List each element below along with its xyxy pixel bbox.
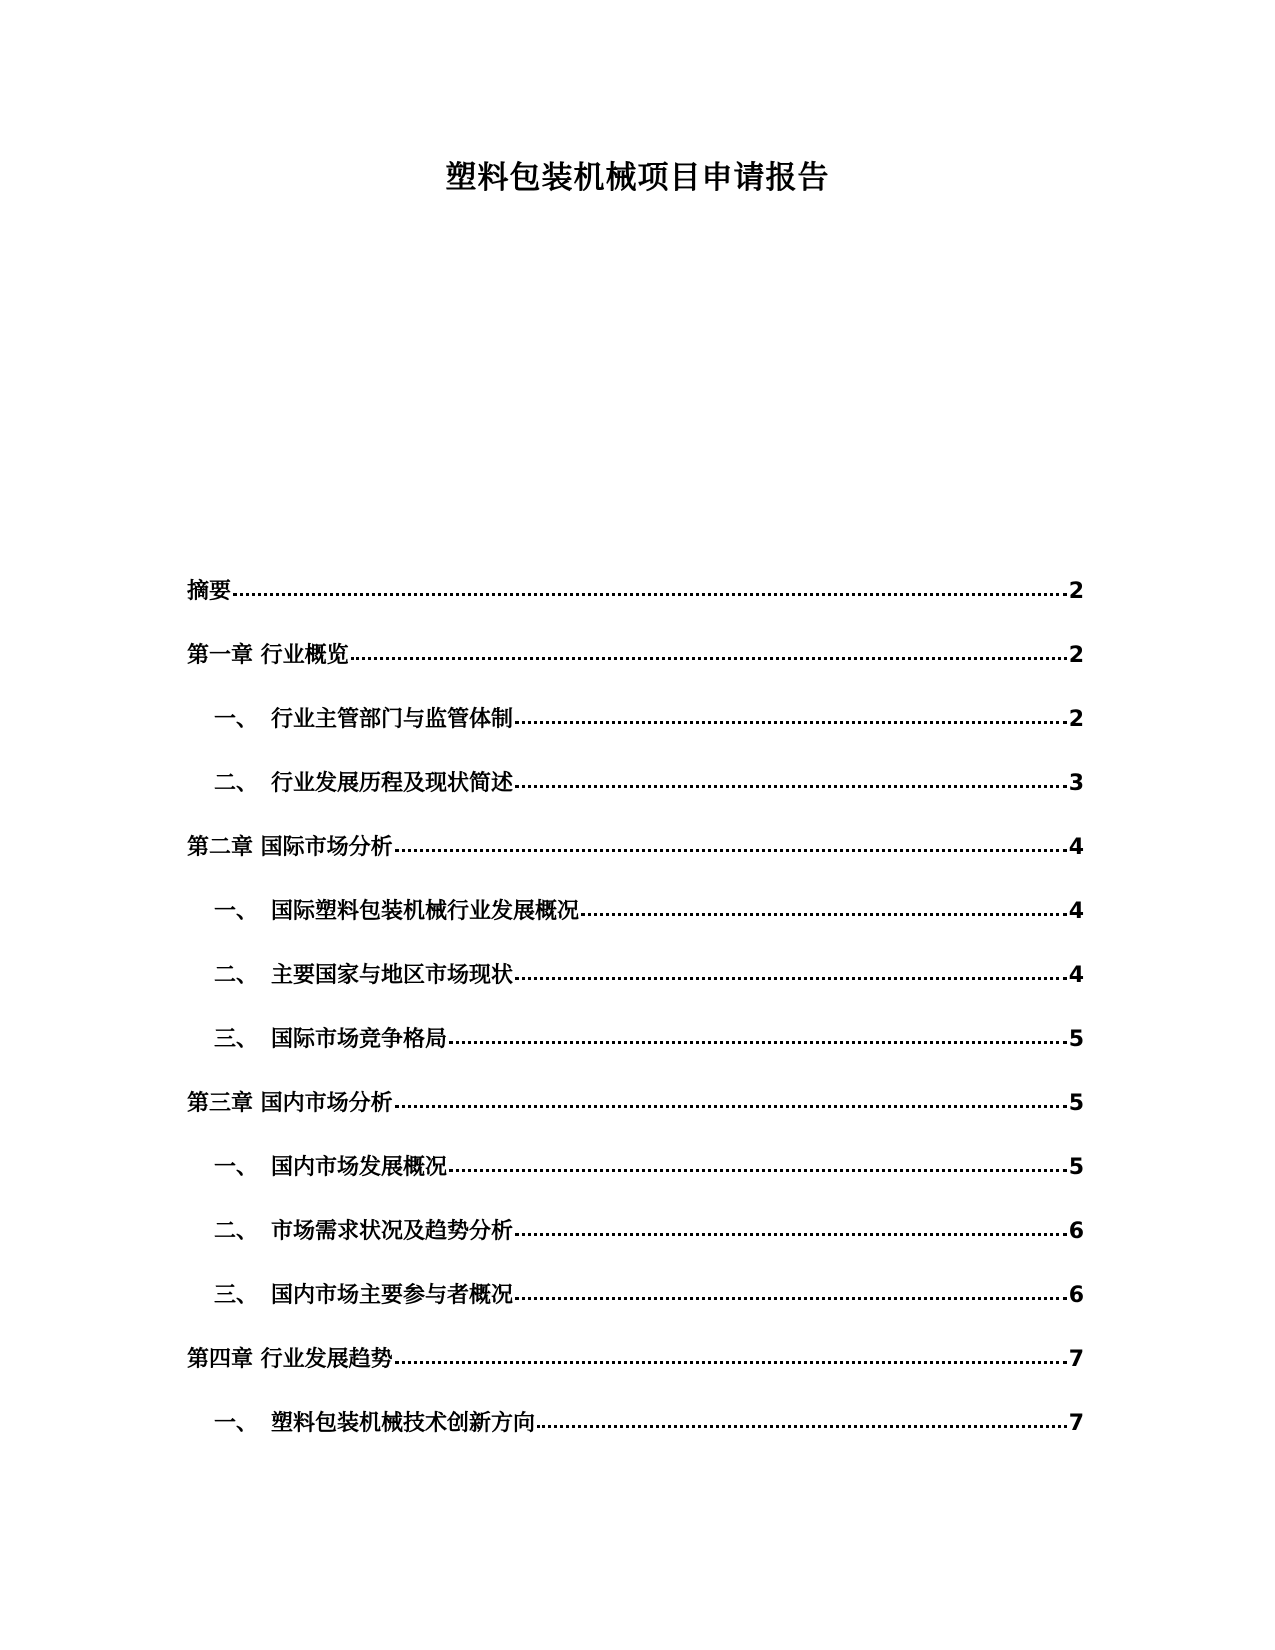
toc-entry-3-2[interactable] — [187, 1217, 1084, 1281]
toc-entry-label: 国内市场主要参与者概况 — [271, 1283, 514, 1308]
toc-entry-number: 二、 — [214, 963, 259, 988]
toc-entry-number: 一、 — [214, 1411, 259, 1436]
toc-entry-label: 市场需求状况及趋势分析 — [271, 1219, 514, 1244]
toc-entry-label: 国际塑料包装机械行业发展概况 — [271, 899, 580, 924]
toc-entry-label: 第四章 行业发展趋势 — [187, 1347, 393, 1372]
toc-entry-label: 国际市场竞争格局 — [271, 1027, 448, 1052]
toc-page-number: 4 — [1068, 899, 1084, 924]
toc-entry-number: 一、 — [214, 1155, 259, 1180]
toc-dot-leader — [515, 720, 1067, 724]
table-of-contents — [187, 577, 1084, 1473]
toc-page-number: 5 — [1068, 1027, 1084, 1052]
toc-entry-number: 三、 — [214, 1283, 259, 1308]
toc-page-number: 3 — [1068, 771, 1084, 796]
toc-page-number: 6 — [1068, 1219, 1084, 1244]
document-title: 塑料包装机械项目申请报告 — [445, 160, 830, 196]
toc-entry-chapter-1[interactable] — [187, 641, 1084, 705]
toc-entry-3-3[interactable] — [187, 1281, 1084, 1345]
toc-entry-label: 摘要 — [187, 579, 232, 604]
toc-entry-1-1[interactable] — [187, 705, 1084, 769]
toc-dot-leader — [395, 1360, 1067, 1364]
toc-dot-leader — [351, 656, 1067, 660]
toc-entry-4-1[interactable] — [187, 1409, 1084, 1473]
toc-dot-leader — [233, 592, 1067, 596]
toc-entry-label: 第三章 国内市场分析 — [187, 1091, 393, 1116]
toc-entry-label: 主要国家与地区市场现状 — [271, 963, 514, 988]
toc-entry-2-1[interactable] — [187, 897, 1084, 961]
toc-page-number: 2 — [1068, 579, 1084, 604]
toc-page-number: 6 — [1068, 1283, 1084, 1308]
toc-page-number: 4 — [1068, 835, 1084, 860]
toc-dot-leader — [449, 1168, 1067, 1172]
toc-dot-leader — [395, 1104, 1067, 1108]
toc-entry-label: 行业主管部门与监管体制 — [271, 707, 514, 732]
toc-dot-leader — [515, 976, 1067, 980]
toc-entry-1-2[interactable] — [187, 769, 1084, 833]
toc-dot-leader — [515, 1232, 1067, 1236]
toc-page-number: 4 — [1068, 963, 1084, 988]
toc-entry-label: 行业发展历程及现状简述 — [271, 771, 514, 796]
toc-entry-number: 一、 — [214, 899, 259, 924]
toc-page-number: 7 — [1068, 1411, 1084, 1436]
toc-entry-abstract[interactable] — [187, 577, 1084, 641]
toc-entry-label: 塑料包装机械技术创新方向 — [271, 1411, 536, 1436]
toc-entry-number: 二、 — [214, 771, 259, 796]
toc-dot-leader — [395, 848, 1067, 852]
toc-dot-leader — [515, 1296, 1067, 1300]
toc-entry-3-1[interactable] — [187, 1153, 1084, 1217]
toc-page-number: 5 — [1068, 1091, 1084, 1116]
toc-page-number: 2 — [1068, 707, 1084, 732]
toc-entry-number: 一、 — [214, 707, 259, 732]
toc-dot-leader — [449, 1040, 1067, 1044]
toc-dot-leader — [581, 912, 1067, 916]
toc-page-number: 2 — [1068, 643, 1084, 668]
toc-dot-leader — [515, 784, 1067, 788]
toc-dot-leader — [537, 1424, 1067, 1428]
toc-entry-chapter-3[interactable] — [187, 1089, 1084, 1153]
toc-entry-label: 第二章 国际市场分析 — [187, 835, 393, 860]
toc-page-number: 7 — [1068, 1347, 1084, 1372]
toc-entry-2-2[interactable] — [187, 961, 1084, 1025]
toc-page-number: 5 — [1068, 1155, 1084, 1180]
toc-entry-chapter-2[interactable] — [187, 833, 1084, 897]
toc-entry-label: 第一章 行业概览 — [187, 643, 349, 668]
toc-entry-chapter-4[interactable] — [187, 1345, 1084, 1409]
toc-entry-number: 二、 — [214, 1219, 259, 1244]
toc-entry-number: 三、 — [214, 1027, 259, 1052]
toc-entry-2-3[interactable] — [187, 1025, 1084, 1089]
toc-entry-label: 国内市场发展概况 — [271, 1155, 448, 1180]
